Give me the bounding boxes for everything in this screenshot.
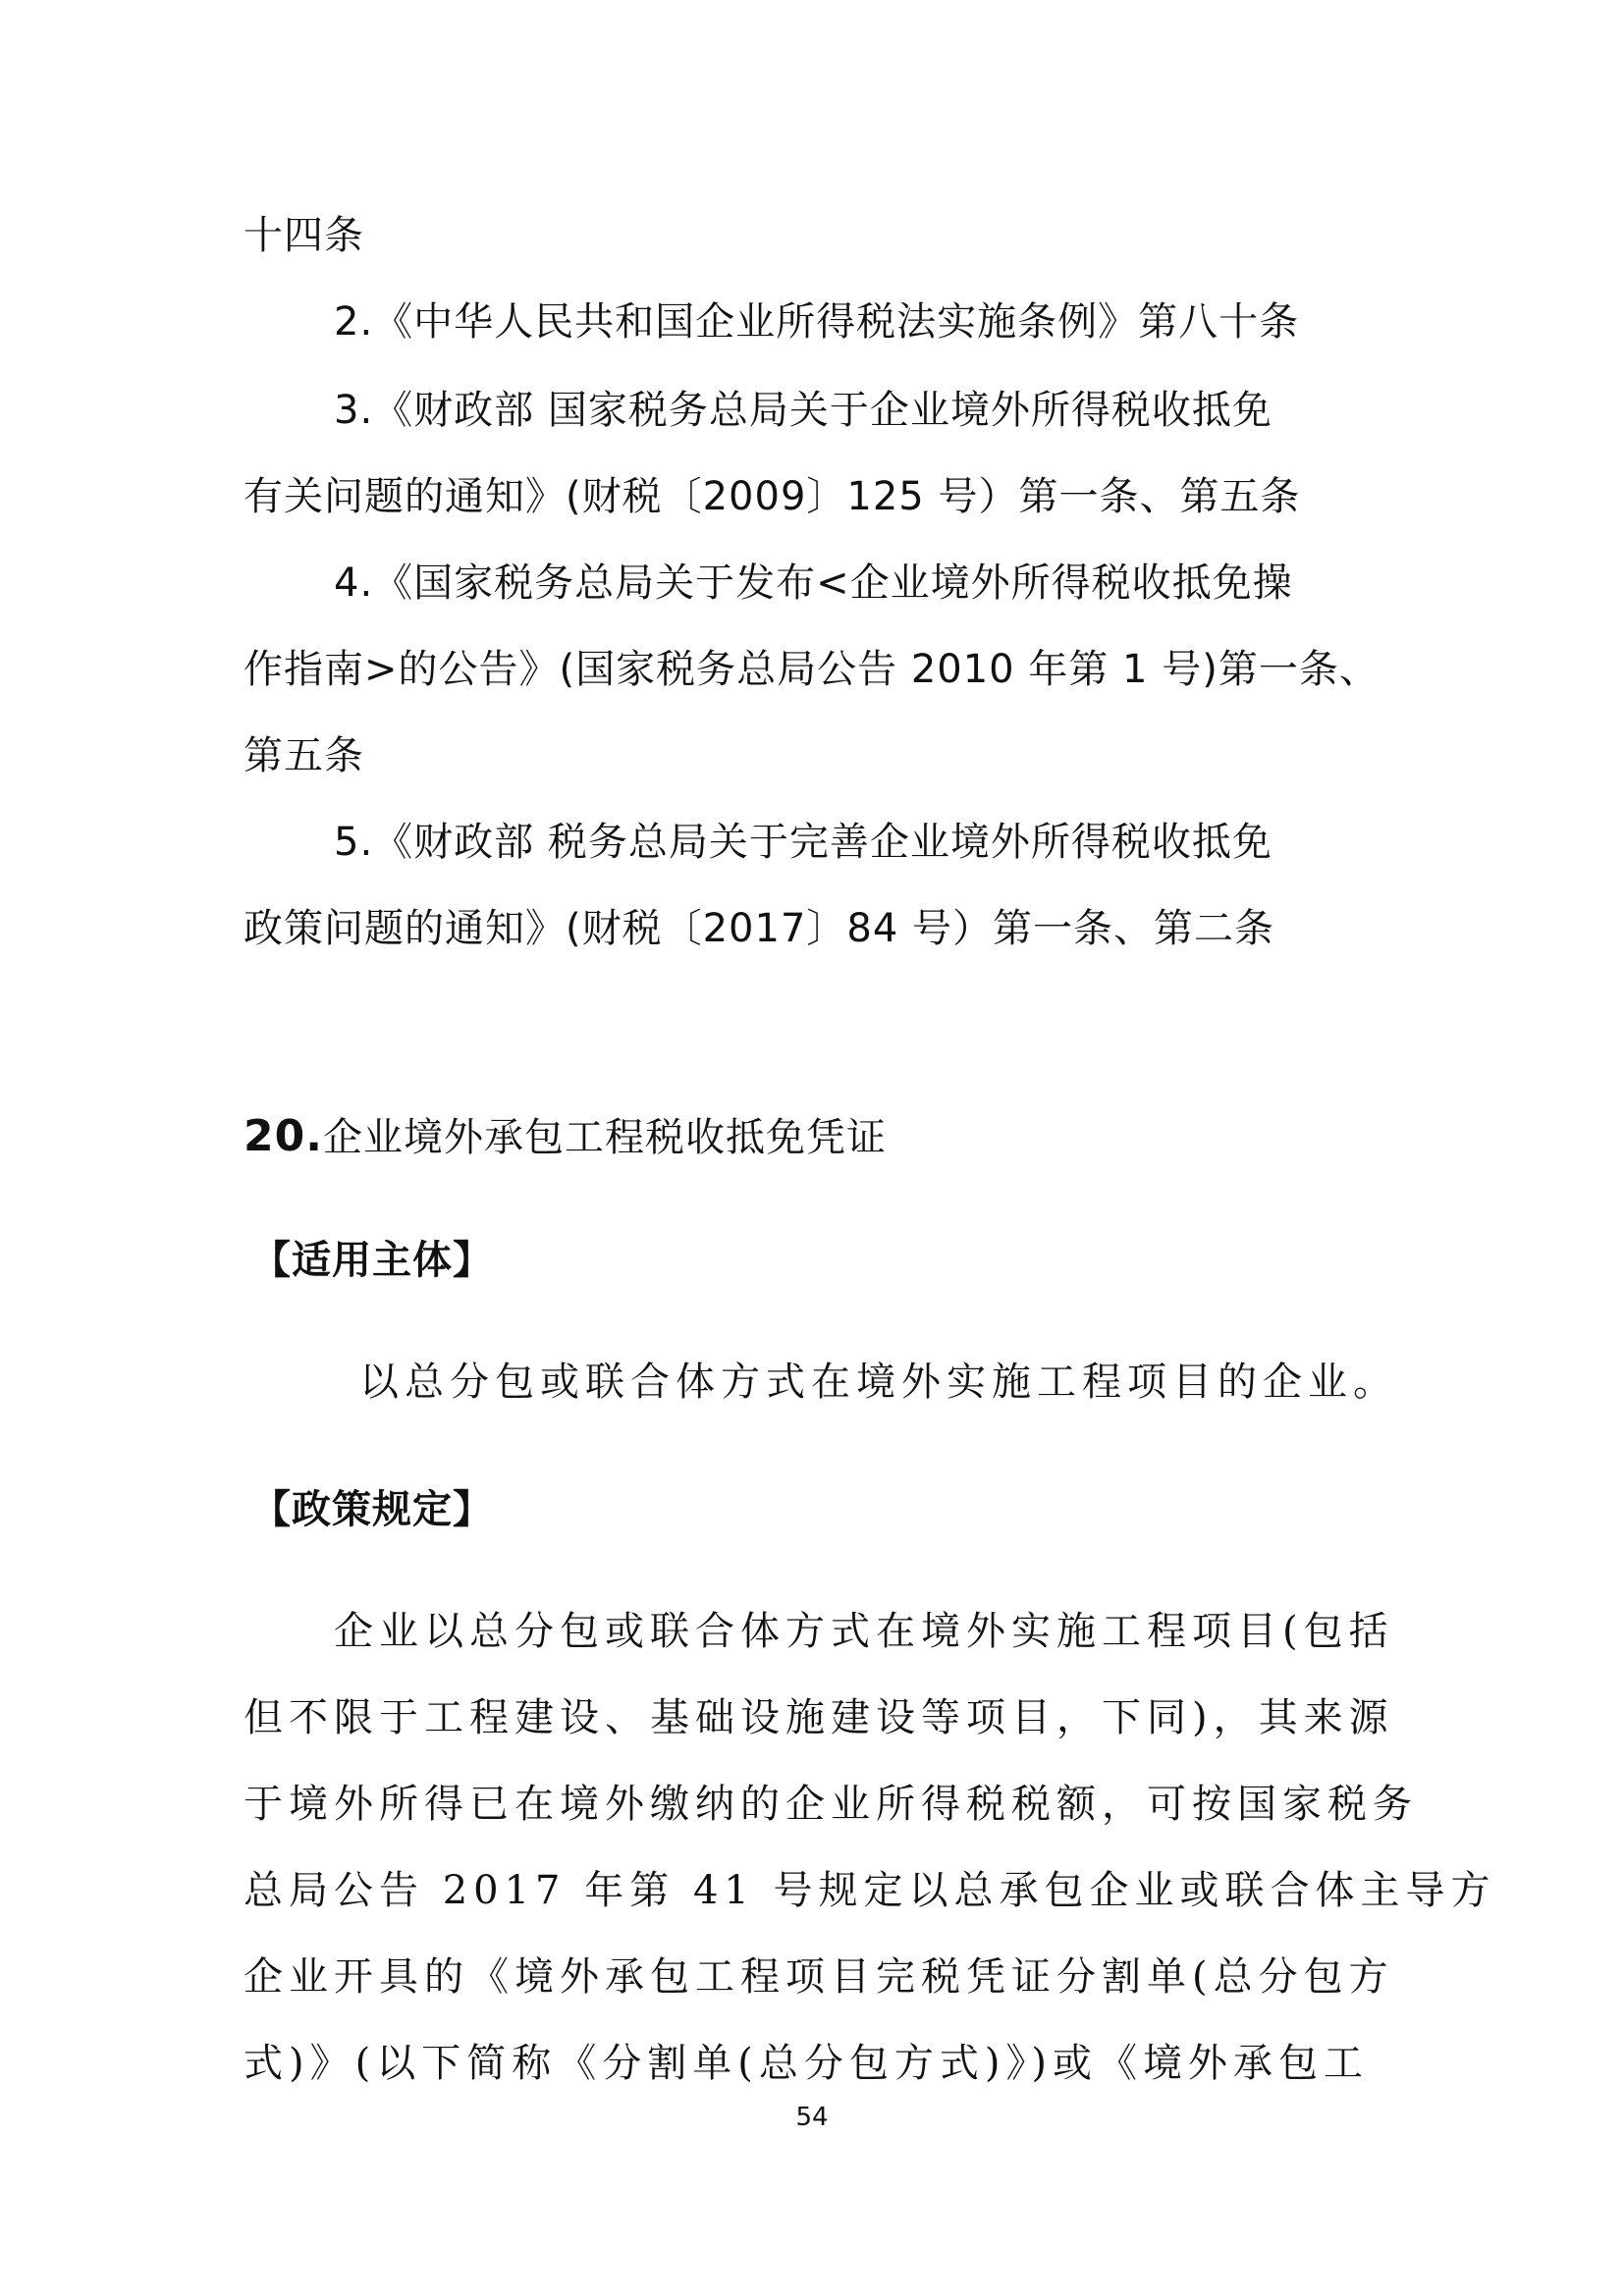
policy-line: 总局公告 2017 年第 41 号规定以总承包企业或联合体主导方 xyxy=(244,1868,1496,1913)
text-line: 3.《财政部 国家税务总局关于企业境外所得税收抵免 xyxy=(334,388,1272,433)
policy-line: 式)》(以下简称《分割单(总分包方式)》)或《境外承包工 xyxy=(244,2041,1370,2086)
text-line: 第五条 xyxy=(244,733,364,778)
text-line: 十四条 xyxy=(244,213,364,258)
text-line: 2.《中华人民共和国企业所得税法实施条例》第八十条 xyxy=(334,299,1300,345)
policy-line: 企业开具的《境外承包工程项目完税凭证分割单(总分包方 xyxy=(244,1954,1394,2000)
policy-line: 但不限于工程建设、基础设施建设等项目，下同)，其来源 xyxy=(244,1695,1394,1740)
policy-label: 【政策规定】 xyxy=(251,1487,493,1532)
text-line: 4.《国家税务总局关于发布<企业境外所得税收抵免操 xyxy=(334,561,1293,606)
section-number: 20. xyxy=(244,1111,323,1161)
text-line: 5.《财政部 税务总局关于完善企业境外所得税收抵免 xyxy=(334,820,1272,865)
text-line: 有关问题的通知》(财税〔2009〕125 号）第一条、第五条 xyxy=(244,474,1301,519)
policy-line: 于境外所得已在境外缴纳的企业所得税税额，可按国家税务 xyxy=(244,1782,1418,1827)
page-number: 54 xyxy=(795,2103,829,2132)
text-line: 作指南>的公告》(国家税务总局公告 2010 年第 1 号)第一条、 xyxy=(244,647,1380,692)
applicable-text: 以总分包或联合体方式在境外实施工程项目的企业。 xyxy=(359,1360,1398,1405)
applicable-label: 【适用主体】 xyxy=(251,1238,493,1283)
section-heading xyxy=(244,1109,887,1165)
policy-line: 企业以总分包或联合体方式在境外实施工程项目(包括 xyxy=(334,1609,1394,1654)
text-line: 政策问题的通知》(财税〔2017〕84 号）第一条、第二条 xyxy=(244,906,1275,951)
section-title: 企业境外承包工程税收抵免凭证 xyxy=(322,1115,887,1160)
